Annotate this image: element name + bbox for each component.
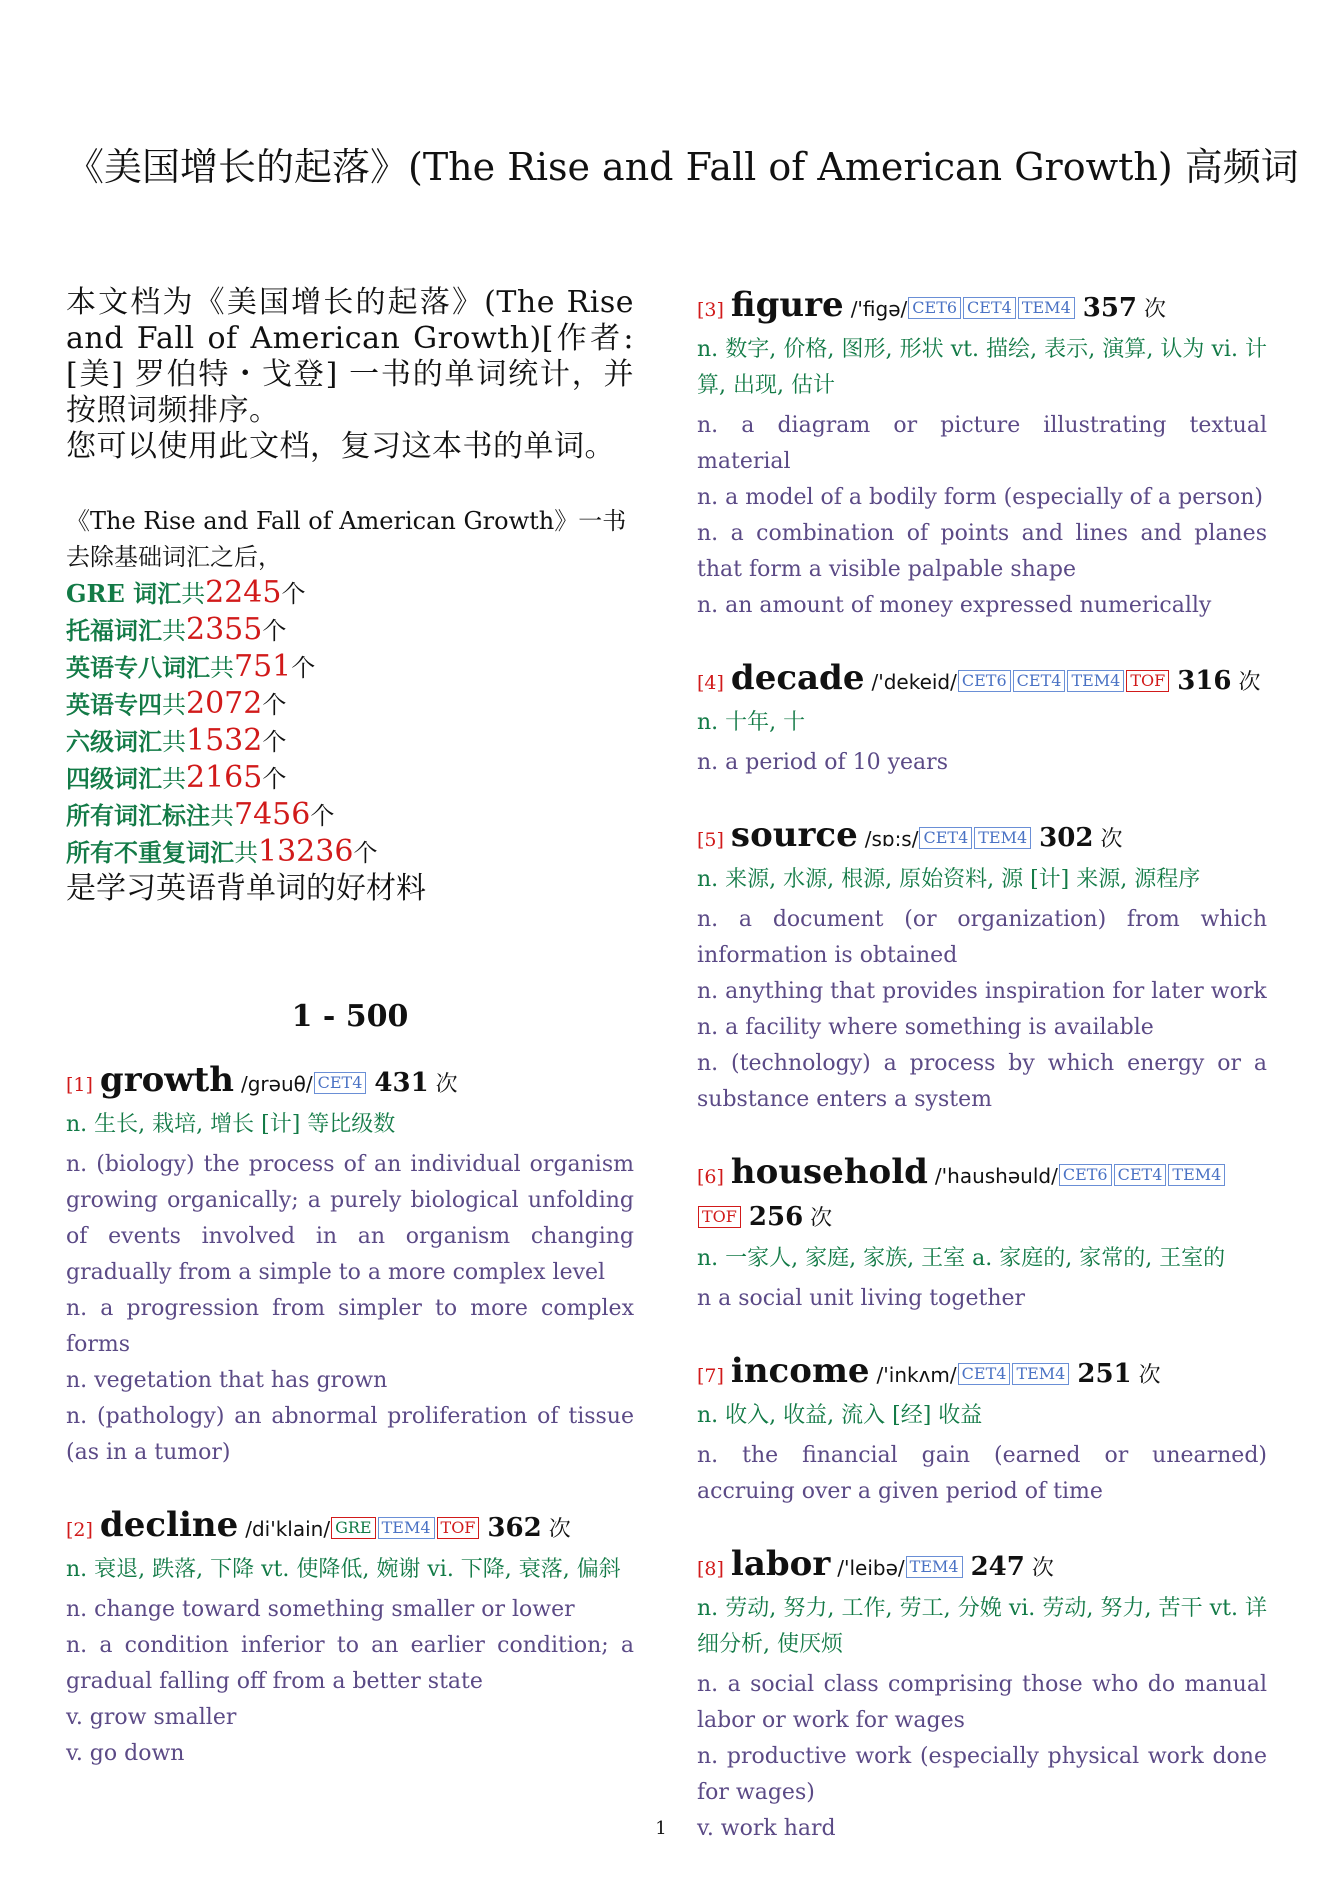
stat-connector: 共 xyxy=(181,580,206,608)
entry-word: labor xyxy=(730,1544,831,1584)
entry-definition: n. (technology) a process by which energy or a substance enters a system xyxy=(697,1051,1267,1112)
entry-definition: n. (pathology) an abnormal proliferation of tissue (as in a tumor) xyxy=(66,1404,634,1465)
stat-label: 所有词汇标注 xyxy=(66,801,210,830)
stat-count: 2355 xyxy=(186,612,263,647)
entry-count-unit: 次 xyxy=(1031,1556,1054,1581)
page-title: 《美国增长的起落》(The Rise and Fall of American Growth) 高频词 xyxy=(66,145,1299,189)
exam-tag: TOF xyxy=(1126,670,1169,692)
entry-definition: n. a social class comprising those who do manual labor or work for wages xyxy=(697,1672,1267,1733)
stat-label: GRE 词汇 xyxy=(66,579,182,608)
entry-definition: n. productive work (especially physical work done for wages) xyxy=(697,1744,1267,1805)
exam-tag: TEM4 xyxy=(1067,670,1124,692)
stats-lead: 《The Rise and Fall of American Growth》一书去除基础词汇之后， xyxy=(66,507,627,571)
entry-chinese-meaning: n. 数字, 价格, 图形, 形状 vt. 描绘, 表示, 演算, 认为 vi. 计算, 出现, 估计 xyxy=(697,337,1267,398)
entry-index: [2] xyxy=(66,1519,93,1541)
entry-definition: n. (biology) the process of an individual organism growing organically; a purely biological unfolding of events involved in an organism changing gradually from a simple to a more complex level xyxy=(66,1152,634,1285)
stat-count: 2245 xyxy=(205,575,282,610)
word-entry xyxy=(697,658,1267,781)
stat-unit: 个 xyxy=(262,728,287,756)
entry-chinese-meaning: n. 十年, 十 xyxy=(697,710,806,735)
entry-count-unit: 次 xyxy=(1238,670,1261,695)
entry-definition: n. vegetation that has grown xyxy=(66,1368,388,1393)
entry-count-unit: 次 xyxy=(1138,1363,1161,1388)
entry-word: source xyxy=(730,815,858,855)
intro-paragraph-2: 您可以使用此文档，复习这本书的单词。 xyxy=(66,429,615,464)
stat-label: 英语专四 xyxy=(66,690,162,719)
stat-label: 六级词汇 xyxy=(66,727,162,756)
stat-connector: 共 xyxy=(162,691,186,719)
exam-tag: TEM4 xyxy=(1012,1363,1069,1385)
stat-unit: 个 xyxy=(262,765,287,793)
entry-count-unit: 次 xyxy=(1100,827,1123,852)
stat-unit: 个 xyxy=(291,654,316,682)
stat-row xyxy=(66,760,634,797)
page-number: 1 xyxy=(655,1818,667,1839)
entry-definition: n. a diagram or picture illustrating textual material xyxy=(697,413,1267,474)
stat-row xyxy=(66,797,634,834)
entry-chinese-meaning: n. 衰退, 跌落, 下降 vt. 使降低, 婉谢 vi. 下降, 衰落, 偏斜 xyxy=(66,1557,621,1582)
entry-definition: v. go down xyxy=(66,1741,185,1766)
entry-chinese-meaning: n. 生长, 栽培, 增长 [计] 等比级数 xyxy=(66,1112,396,1137)
entry-count: 302 xyxy=(1039,823,1094,853)
entry-definition: n. a progression from simpler to more complex forms xyxy=(66,1296,634,1357)
entry-definition: n. the financial gain (earned or unearned) accruing over a given period of time xyxy=(697,1443,1267,1504)
entry-phonetic: /'dekeid/ xyxy=(871,670,957,694)
exam-tag: TEM4 xyxy=(1018,297,1075,319)
entry-index: [1] xyxy=(66,1074,93,1096)
stat-row xyxy=(66,686,634,723)
exam-tag: CET4 xyxy=(963,297,1016,319)
exam-tag: CET6 xyxy=(908,297,961,319)
exam-tag: CET6 xyxy=(1059,1164,1112,1186)
stat-label: 英语专八词汇 xyxy=(66,653,210,682)
stats-list xyxy=(66,575,634,871)
entry-count: 316 xyxy=(1177,666,1232,696)
entry-count: 357 xyxy=(1082,293,1138,323)
entry-head xyxy=(697,658,1267,703)
entry-head xyxy=(66,1060,634,1105)
entry-word: growth xyxy=(99,1060,234,1100)
stat-label: 所有不重复词汇 xyxy=(66,838,234,867)
stat-unit: 个 xyxy=(310,802,335,830)
word-entry xyxy=(697,1152,1267,1317)
entry-count: 251 xyxy=(1077,1359,1132,1389)
entry-count: 431 xyxy=(374,1068,429,1098)
intro xyxy=(66,285,634,465)
entry-count-unit: 次 xyxy=(548,1517,571,1542)
entry-index: [3] xyxy=(697,299,724,321)
stat-count: 7456 xyxy=(234,797,311,832)
entry-definition: n. a combination of points and lines and planes that form a visible palpable shape xyxy=(697,521,1267,582)
entry-definition: n. a facility where something is available xyxy=(697,1015,1154,1040)
entry-chinese-meaning: n. 来源, 水源, 根源, 原始资料, 源 [计] 来源, 源程序 xyxy=(697,867,1201,892)
entry-word: decade xyxy=(730,658,865,698)
stats-closing: 是学习英语背单词的好材料 xyxy=(66,871,426,906)
stat-row xyxy=(66,723,634,760)
entry-definition: n. change toward something smaller or lower xyxy=(66,1597,575,1622)
stat-row xyxy=(66,649,634,686)
entry-definition: n. anything that provides inspiration for later work xyxy=(697,979,1267,1004)
entries-right xyxy=(697,285,1267,1847)
stat-unit: 个 xyxy=(262,691,287,719)
exam-tag: TEM4 xyxy=(974,827,1031,849)
entry-chinese-meaning: n. 劳动, 努力, 工作, 劳工, 分娩 vi. 劳动, 努力, 苦干 vt. 详细分析, 使厌烦 xyxy=(697,1596,1267,1657)
left-column xyxy=(66,285,634,1806)
stat-connector: 共 xyxy=(234,839,258,867)
entry-count: 247 xyxy=(970,1552,1025,1582)
stat-row xyxy=(66,575,634,612)
entry-head xyxy=(697,1152,1267,1239)
entry-index: [6] xyxy=(697,1166,724,1188)
entry-definition: n. a period of 10 years xyxy=(697,750,948,775)
exam-tag: CET4 xyxy=(1013,670,1066,692)
entry-head xyxy=(66,1505,634,1550)
entry-head xyxy=(697,1351,1267,1396)
stat-row xyxy=(66,612,634,649)
entry-phonetic: /'inkʌm/ xyxy=(876,1363,957,1387)
entry-count-unit: 次 xyxy=(435,1072,458,1097)
entry-definition: n. a model of a bodily form (especially of a person) xyxy=(697,485,1264,510)
entry-count: 256 xyxy=(748,1202,804,1232)
stat-connector: 共 xyxy=(162,617,186,645)
stat-unit: 个 xyxy=(281,580,306,608)
stat-count: 1532 xyxy=(186,723,263,758)
word-entry xyxy=(697,285,1267,624)
entry-chinese-meaning: n. 收入, 收益, 流入 [经] 收益 xyxy=(697,1403,983,1428)
entry-word: decline xyxy=(99,1505,239,1545)
stat-unit: 个 xyxy=(353,839,378,867)
exam-tag: TEM4 xyxy=(1168,1164,1225,1186)
entry-count: 362 xyxy=(487,1513,542,1543)
intro-paragraph-1: 本文档为《美国增长的起落》(The Rise and Fall of American Growth)[作者: [美] 罗伯特・戈登] 一书的单词统计，并按照词频排序。 xyxy=(66,285,634,428)
stat-connector: 共 xyxy=(210,654,234,682)
exam-tag: CET4 xyxy=(958,1363,1011,1385)
range-heading: 1 - 500 xyxy=(291,999,409,1034)
entry-head xyxy=(697,815,1267,860)
word-entry xyxy=(66,1060,634,1471)
exam-tag: CET4 xyxy=(919,827,972,849)
entry-definition: n a social unit living together xyxy=(697,1286,1026,1311)
entry-definition: n. a document (or organization) from which information is obtained xyxy=(697,907,1267,968)
entry-definition: n. an amount of money expressed numerically xyxy=(697,593,1212,618)
stat-count: 13236 xyxy=(258,834,354,869)
stats-block xyxy=(66,503,634,907)
stat-count: 751 xyxy=(234,649,292,684)
entry-count-unit: 次 xyxy=(810,1206,833,1231)
entry-phonetic: /'figə/ xyxy=(850,297,908,321)
exam-tag: CET4 xyxy=(1114,1164,1167,1186)
stat-connector: 共 xyxy=(162,728,186,756)
word-entry xyxy=(697,1351,1267,1510)
entry-word: income xyxy=(730,1351,870,1391)
stat-row xyxy=(66,834,634,871)
entry-head xyxy=(697,285,1267,330)
entry-count-unit: 次 xyxy=(1144,297,1167,322)
stat-count: 2072 xyxy=(186,686,263,721)
entry-index: [7] xyxy=(697,1365,724,1387)
stat-label: 四级词汇 xyxy=(66,764,162,793)
entry-definition: n. a condition inferior to an earlier condition; a gradual falling off from a better state xyxy=(66,1633,634,1694)
exam-tag: TEM4 xyxy=(906,1556,963,1578)
right-column xyxy=(697,285,1267,1881)
entry-phonetic: /grəuθ/ xyxy=(240,1072,313,1096)
entry-word: figure xyxy=(730,285,844,325)
word-entry xyxy=(697,1544,1267,1847)
entry-definition: v. work hard xyxy=(697,1816,836,1841)
entry-head xyxy=(697,1544,1267,1589)
word-entry xyxy=(697,815,1267,1118)
exam-tag: CET4 xyxy=(314,1072,367,1094)
entry-phonetic: /di'klain/ xyxy=(245,1517,331,1541)
exam-tag: TOF xyxy=(698,1206,741,1228)
entry-phonetic: /'leibə/ xyxy=(837,1556,905,1580)
stat-count: 2165 xyxy=(186,760,263,795)
entry-index: [8] xyxy=(697,1558,724,1580)
stat-label: 托福词汇 xyxy=(66,616,162,645)
entry-phonetic: /sɒ:s/ xyxy=(864,827,919,851)
exam-tag: TEM4 xyxy=(378,1517,435,1539)
exam-tag: GRE xyxy=(331,1517,376,1539)
stat-connector: 共 xyxy=(162,765,186,793)
exam-tag: TOF xyxy=(437,1517,480,1539)
entry-definition: v. grow smaller xyxy=(66,1705,237,1730)
entry-index: [5] xyxy=(697,829,724,851)
stat-unit: 个 xyxy=(262,617,287,645)
entries-left xyxy=(66,1060,634,1772)
entry-word: household xyxy=(730,1152,928,1192)
entry-index: [4] xyxy=(697,672,724,694)
word-entry xyxy=(66,1505,634,1772)
entry-phonetic: /'haushəuld/ xyxy=(934,1164,1058,1188)
stat-connector: 共 xyxy=(210,802,234,830)
entry-chinese-meaning: n. 一家人, 家庭, 家族, 王室 a. 家庭的, 家常的, 王室的 xyxy=(697,1246,1226,1271)
exam-tag: CET6 xyxy=(958,670,1011,692)
